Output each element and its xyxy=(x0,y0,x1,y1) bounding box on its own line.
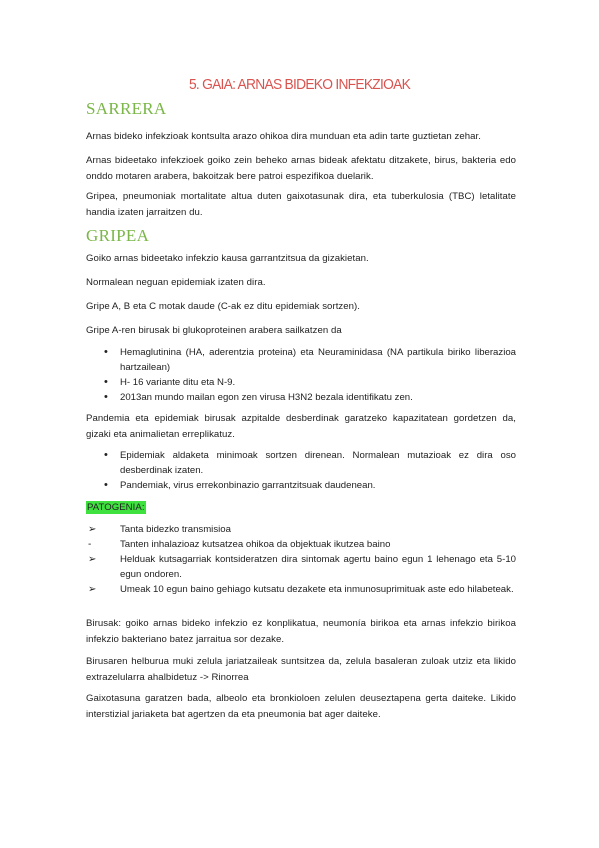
bullet-icon: • xyxy=(104,449,108,461)
paragraph: Gripe A-ren birusak bi glukoproteinen arabera sailkatzen da xyxy=(86,325,342,336)
arrow-bullet-icon: ➢ xyxy=(88,554,97,565)
heading-sarrera: SARRERA xyxy=(86,99,167,118)
document-title: 5. GAIA: ARNAS BIDEKO INFEKZIOAK xyxy=(188,76,411,93)
bullet-icon: • xyxy=(104,479,108,491)
list-item: • H- 16 variante ditu eta N-9. xyxy=(104,376,236,388)
list-item: • 2013an mundo mailan egon zen virusa H3N2 bezala identifikatu zen. xyxy=(104,391,413,403)
arrow-bullet-icon: ➢ xyxy=(88,524,97,535)
paragraph: Gaixotasuna garatzen bada, albeolo eta bronkioloen zelulen deuseztapena gerta daiteke. Likido interstizial jariaketa bat agertzen da eta pneumonia bat ager daiteke. xyxy=(86,693,516,720)
bullet-list-glycoproteins xyxy=(86,345,516,405)
list-item: - Tanten inhalazioaz kutsatzea ohikoa da objektuak ikutzea baino xyxy=(88,539,391,550)
heading-gripea: GRIPEA xyxy=(86,226,150,245)
paragraph: Arnas bideko infekzioak kontsulta arazo ohikoa dira munduan eta adin tarte guztietan zehar. xyxy=(86,131,481,142)
paragraph: Gripe A, B eta C motak daude (C-ak ez ditu epidemiak sortzen). xyxy=(86,301,360,312)
paragraph: Arnas bideetako infekzioek goiko zein beheko arnas bideak afektatu ditzakete, birus, bakteria edo onddo motaren arabera, bakoitzak bere patroi espezifikoa duelarik. xyxy=(86,155,516,182)
bullet-icon: • xyxy=(104,391,108,403)
paragraph: Goiko arnas bideetako infekzio kausa garrantzitsua da gizakietan. xyxy=(86,253,369,264)
paragraph: Gripea, pneumoniak mortalitate altua duten gaixotasunak dira, eta tuberkulosia (TBC) letalitate handia izaten jarraitzen du. xyxy=(86,191,516,218)
dash-bullet-icon: - xyxy=(88,539,92,550)
paragraph: Birusak: goiko arnas bideko infekzio ez konplikatua, neumonía birikoa eta arnas infekzio birikoa infekzio bakteriano batez jarraitua sor dezake. xyxy=(86,618,516,645)
paragraph: Normalean neguan epidemiak izaten dira. xyxy=(86,277,266,288)
arrow-bullet-icon: ➢ xyxy=(88,584,97,595)
bullet-icon: • xyxy=(104,346,108,358)
bullet-list-epidemics xyxy=(86,448,516,493)
list-item: ➢ Helduak kutsagarriak kontsideratzen dira sintomak agertu baino egun 1 lehenago eta 5-10 egun ondoren. xyxy=(88,554,516,580)
bullet-icon: • xyxy=(104,376,108,388)
patogenia-label: PATOGENIA: xyxy=(87,502,145,513)
list-item: ➢ Tanta bidezko transmisioa xyxy=(88,524,231,535)
paragraph: Birusaren helburua muki zelula jariatzaileak suntsitzea da, zelula basaleran zuloak utziz eta likido extrazelularra ahalbidetuz -> Rinorrea xyxy=(86,656,516,683)
list-item: • Hemaglutinina (HA, aderentzia proteina) eta Neuraminidasa (NA partikula biriko liberazioa hartzailean) xyxy=(104,346,516,373)
list-item: ➢ Umeak 10 egun baino gehiago kutsatu dezakete eta inmunosuprimituak aste edo hilabeteak. xyxy=(88,584,514,595)
list-item: • Pandemiak, virus errekonbinazio garrantzitsuak daudenean. xyxy=(104,479,376,491)
patogenia-list xyxy=(86,522,516,597)
paragraph: Pandemia eta epidemiak birusak azpitalde desberdinak garatzeko kapazitatean gordetzen da, gizaki eta animalietan erreplikatuz. xyxy=(86,413,516,440)
list-item: • Epidemiak aldaketa minimoak sortzen direnean. Normalean mutazioak ez dira oso desberdinak izaten. xyxy=(104,449,516,476)
